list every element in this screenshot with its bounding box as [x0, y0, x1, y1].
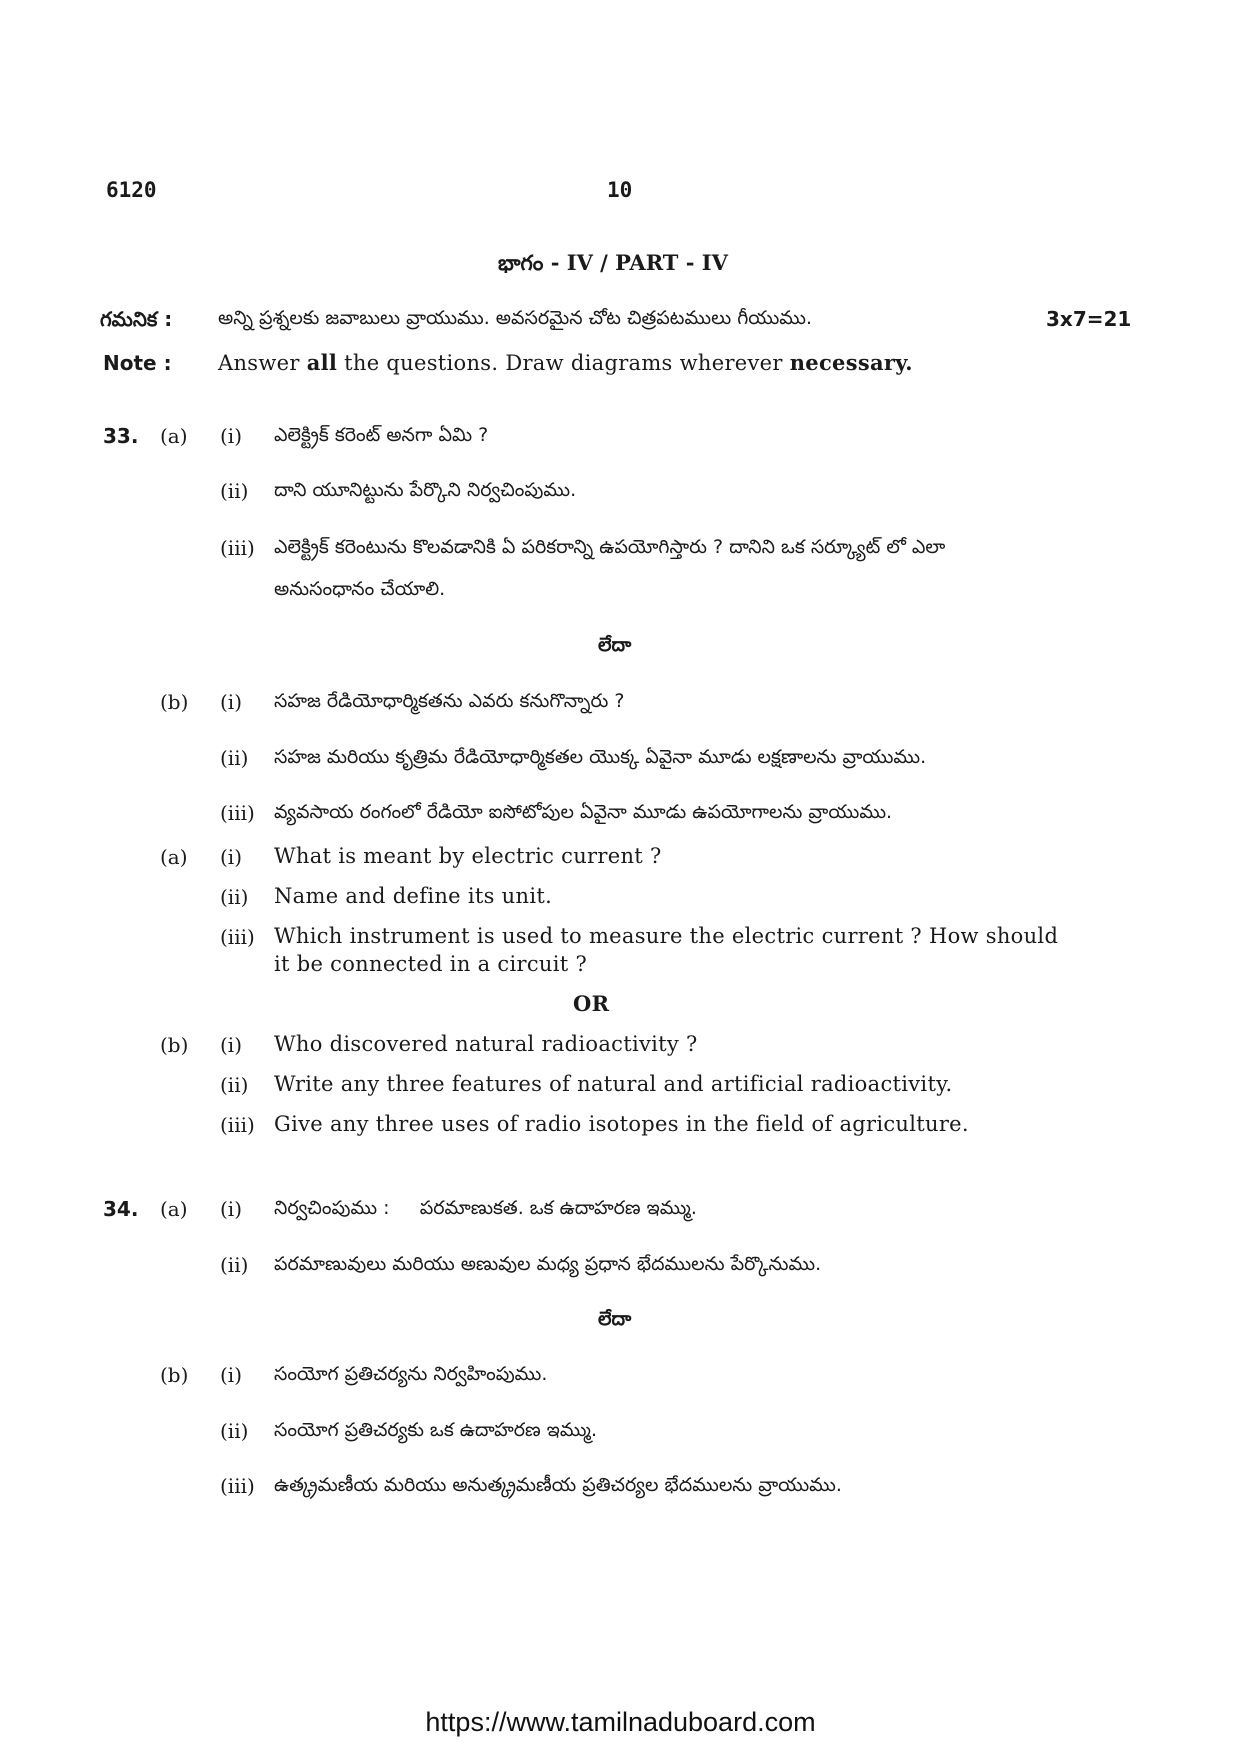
q34-te-a-label: (a)	[160, 1197, 188, 1221]
q33-te-or: లేదా	[598, 634, 632, 656]
q34-te-a-ii-text: పరమాణువులు మరియు అణువుల మధ్య ప్రధాన భేదములను పేర్కొనుము.	[274, 1253, 822, 1275]
q33-en-a-i-num: (i)	[220, 845, 243, 869]
q33-en-b-ii-text: Write any three features of natural and artificial radioactivity.	[274, 1072, 953, 1096]
q33-te-a-label: (a)	[160, 424, 188, 448]
q33-te-b-iii-text: వ్యవసాయ రంగంలో రేడియో ఐసోటోపుల ఏవైనా మూడు ఉపయోగాలను వ్రాయుము.	[274, 801, 893, 823]
q33-te-a-i-text: ఎలెక్ట్రిక్ కరెంట్ అనగా ఏమి ?	[274, 424, 489, 446]
q34-te-a-i-num: (i)	[220, 1197, 243, 1221]
q33-te-a-iii-line2: అనుసంధానం చేయాలి.	[274, 578, 446, 600]
q33-te-b-ii-text: సహజ మరియు కృత్రిమ రేడియోధార్మికతల యొక్క ఏవైనా మూడు లక్షణాలను వ్రాయుము.	[274, 746, 927, 768]
q34-te-or: లేదా	[598, 1308, 632, 1330]
q33-en-b-label: (b)	[160, 1033, 189, 1057]
q33-te-a-i-num: (i)	[220, 424, 243, 448]
note-en-mid: the questions. Draw diagrams wherever	[337, 351, 790, 375]
q34-te-a-ii-num: (ii)	[220, 1253, 249, 1277]
marks: 3x7=21	[1046, 307, 1132, 331]
footer-url[interactable]: https://www.tamilnaduboard.com	[425, 1707, 816, 1737]
q34-te-b-iii-num: (iii)	[220, 1474, 255, 1498]
question-34-number: 34.	[103, 1197, 139, 1221]
part-title: భాగం - IV / PART - IV	[498, 250, 728, 275]
q34-te-b-ii-num: (ii)	[220, 1419, 249, 1443]
q33-te-b-ii-num: (ii)	[220, 746, 249, 770]
q33-en-a-ii-num: (ii)	[220, 885, 249, 909]
q33-en-a-iii-line1: Which instrument is used to measure the electric current ? How should	[274, 924, 1059, 948]
q33-en-b-i-num: (i)	[220, 1033, 243, 1057]
q33-te-b-i-text: సహజ రేడియోధార్మికతను ఎవరు కనుగొన్నారు ?	[274, 690, 625, 712]
q33-en-b-iii-num: (iii)	[220, 1113, 255, 1137]
q33-te-a-ii-text: దాని యూనిట్టును పేర్కొని నిర్వచింపుము.	[274, 479, 577, 501]
q34-te-b-label: (b)	[160, 1363, 189, 1387]
q33-en-a-label: (a)	[160, 845, 188, 869]
q34-te-a-i-text: నిర్వచింపుము : పరమాణుకత. ఒక ఉదాహరణ ఇమ్ము.	[274, 1197, 697, 1219]
q33-en-a-ii-text: Name and define its unit.	[274, 884, 553, 908]
paper-code: 6120	[106, 178, 157, 202]
note-en-bold-all: all	[306, 350, 338, 375]
q33-te-b-iii-num: (iii)	[220, 801, 255, 825]
q33-en-b-iii-text: Give any three uses of radio isotopes in the field of agriculture.	[274, 1112, 969, 1136]
q33-te-a-iii-num: (iii)	[220, 536, 255, 560]
note-en-bold-necessary: necessary.	[789, 350, 913, 375]
page-number: 10	[607, 178, 633, 202]
q33-te-a-iii-line1: ఎలెక్ట్రిక్ కరెంటును కొలవడానికి ఏ పరికరాన్ని ఉపయోగిస్తారు ? దానిని ఒక సర్క్యూట్ లో ఎలా	[274, 536, 946, 558]
question-33-number: 33.	[103, 424, 139, 448]
q34-te-b-iii-text: ఉత్క్రమణీయ మరియు అనుత్క్రమణీయ ప్రతిచర్యల భేదములను వ్రాయుము.	[274, 1474, 842, 1496]
q33-en-a-i-text: What is meant by electric current ?	[274, 844, 662, 868]
note-en-text	[218, 350, 913, 375]
q33-te-b-label: (b)	[160, 690, 189, 714]
q34-te-b-i-text: సంయోగ ప్రతిచర్యను నిర్వహింపుము.	[274, 1363, 548, 1385]
q33-te-b-i-num: (i)	[220, 690, 243, 714]
q33-en-a-iii-num: (iii)	[220, 925, 255, 949]
note-te-label: గమనిక :	[100, 307, 173, 331]
q33-te-a-ii-num: (ii)	[220, 479, 249, 503]
q34-te-b-i-num: (i)	[220, 1363, 243, 1387]
note-en-prefix: Answer	[218, 351, 307, 375]
q33-en-or: OR	[573, 991, 610, 1016]
q33-en-a-iii-line2: it be connected in a circuit ?	[274, 952, 588, 976]
note-te-text: అన్ని ప్రశ్నలకు జవాబులు వ్రాయుము. అవసరమైన చోట చిత్రపటములు గీయుము.	[218, 307, 813, 329]
q34-te-b-ii-text: సంయోగ ప్రతిచర్యకు ఒక ఉదాహరణ ఇమ్ము.	[274, 1419, 598, 1441]
q33-en-b-i-text: Who discovered natural radioactivity ?	[274, 1032, 698, 1056]
q33-en-b-ii-num: (ii)	[220, 1073, 249, 1097]
note-en-label: Note :	[103, 351, 172, 375]
